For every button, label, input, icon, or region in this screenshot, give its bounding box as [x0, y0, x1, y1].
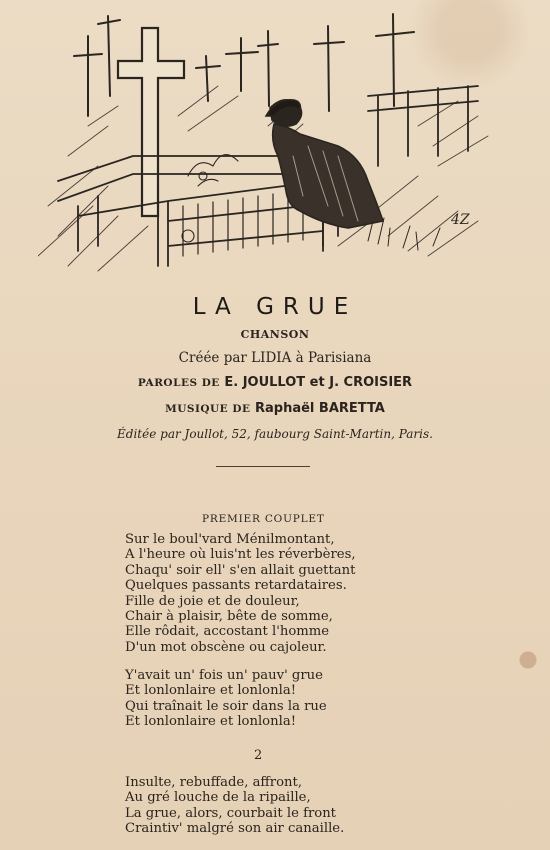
verse-line: Chair à plaisir, bête de somme, [125, 609, 333, 625]
publisher-line: Éditée par Joullot, 52, faubourg Saint-Martin, Paris. [117, 427, 433, 441]
verse-stanza-1 [125, 532, 356, 655]
verse-line: Craintiv' malgré son air canaille. [125, 821, 345, 837]
couplet-heading: PREMIER COUPLET [202, 513, 325, 525]
verse-line: Elle rôdait, accostant l'homme [125, 624, 330, 640]
refrain-line: Qui traînait le soir dans la rue [125, 698, 327, 714]
verse-line: Quelques passants retardataires. [125, 578, 347, 594]
verse-line: Insulte, rebuffade, affront, [125, 775, 303, 790]
verse-line: La grue, alors, courbait le front [125, 805, 336, 821]
song-genre: CHANSON [240, 328, 310, 341]
verse-line: Fille de joie et de douleur, [125, 593, 300, 609]
couplet-number: 2 [254, 748, 263, 763]
artist-signature: 4Z [451, 212, 470, 228]
verse-stanza-2 [125, 775, 344, 837]
cemetery-illustration [38, 6, 493, 286]
verse-line: Sur le boul'vard Ménilmontant, [125, 532, 335, 547]
verse-line: Au gré louche de la ripaille, [125, 790, 311, 806]
music-composer: Raphaël BARETTA [255, 401, 385, 416]
lyrics-prefix: PAROLES DE [137, 377, 220, 389]
music-credit [0, 401, 550, 416]
refrain-line: Y'avait un' fois un' pauv' grue [125, 668, 323, 683]
verse-line: A l'heure où luis'nt les réverbères, [125, 547, 356, 563]
created-by-line: Créée par LIDIA à Parisiana [178, 350, 372, 366]
refrain-stanza [125, 668, 327, 730]
refrain-line: Et lonlonlaire et lonlonla! [125, 714, 296, 730]
verse-line: D'un mot obscène ou cajoleur. [125, 639, 327, 655]
lyrics-credit [0, 375, 550, 390]
divider-rule [216, 466, 310, 467]
song-title: LA GRUE [192, 294, 358, 320]
verse-line: Chaqu' soir ell' s'en allait guettant [125, 562, 356, 578]
lyrics-authors: E. JOULLOT et J. CROISIER [224, 375, 413, 390]
music-prefix: MUSIQUE DE [165, 403, 251, 415]
refrain-line: Et lonlonlaire et lonlonla! [125, 683, 296, 699]
